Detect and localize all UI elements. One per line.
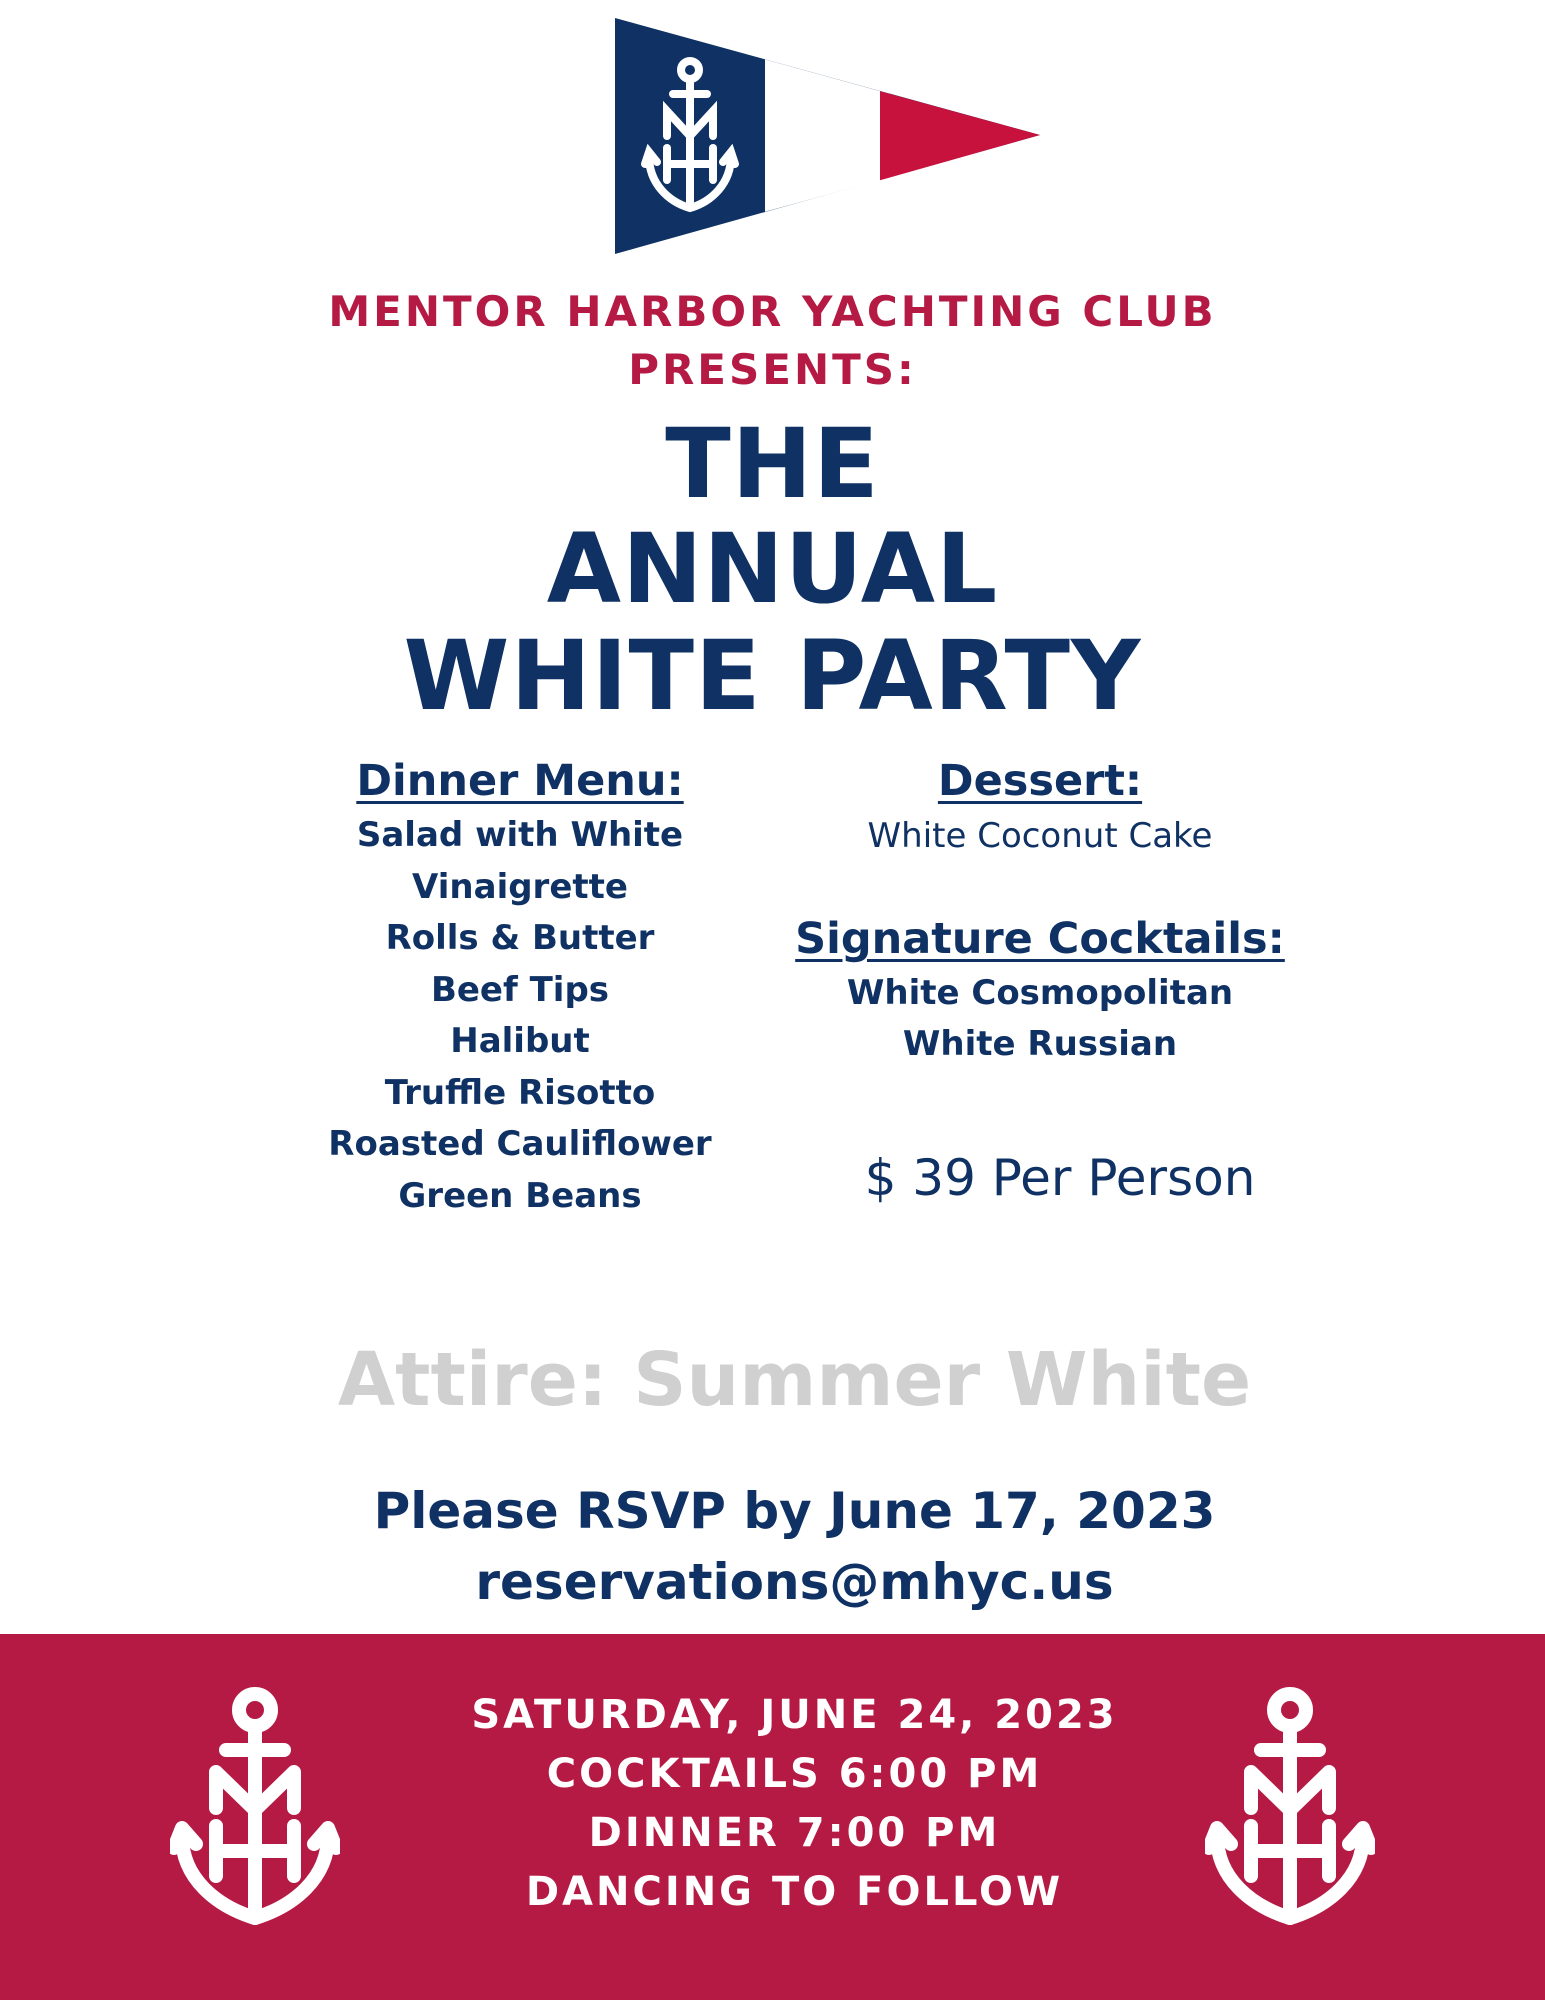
dinner-menu-list xyxy=(300,810,740,1222)
cocktail-item: White Cosmopolitan xyxy=(846,973,1234,1013)
dancing-note: DANCING TO FOLLOW xyxy=(525,1869,1064,1915)
event-title-line-3: WHITE PARTY xyxy=(403,620,1142,732)
cocktails-time: COCKTAILS 6:00 PM xyxy=(546,1751,1043,1797)
club-burgee-logo xyxy=(615,18,1040,254)
menu-item: Roasted Cauliflower xyxy=(328,1124,712,1164)
event-title-line-1: THE xyxy=(665,408,880,520)
event-date: SATURDAY, JUNE 24, 2023 xyxy=(471,1692,1118,1738)
dessert-item: White Coconut Cake xyxy=(867,816,1213,856)
attire-note: Attire: Summer White xyxy=(337,1337,1252,1423)
menu-item: Green Beans xyxy=(398,1175,642,1216)
rsvp-email-link[interactable]: reservations@mhyc.us xyxy=(475,1553,1114,1611)
menu-item: Truffle Risotto xyxy=(384,1072,656,1113)
price-per-person: $ 39 Per Person xyxy=(864,1149,1256,1207)
presents-line-2: PRESENTS: xyxy=(628,345,917,394)
cocktail-item: White Russian xyxy=(902,1024,1178,1064)
rsvp-deadline: Please RSVP by June 17, 2023 xyxy=(373,1482,1216,1540)
menu-item: Vinaigrette xyxy=(412,866,628,907)
anchor-icon xyxy=(1205,1686,1375,1926)
presents-line-1: MENTOR HARBOR YACHTING CLUB xyxy=(328,287,1217,336)
menu-item: Halibut xyxy=(450,1021,590,1061)
menu-item: Salad with White xyxy=(356,815,684,855)
dessert-heading: Dessert: xyxy=(937,756,1143,806)
menu-item: Beef Tips xyxy=(430,969,610,1010)
event-details-footer xyxy=(0,1634,1545,2000)
event-title-line-2: ANNUAL xyxy=(546,513,999,625)
cocktails-heading: Signature Cocktails: xyxy=(795,914,1285,964)
burgee-red-stripe xyxy=(880,91,1040,180)
dinner-menu-heading: Dinner Menu: xyxy=(356,756,684,806)
cocktails-list xyxy=(780,968,1300,1070)
menu-item: Rolls & Butter xyxy=(385,918,655,958)
dinner-menu-section xyxy=(300,752,740,1222)
dinner-time: DINNER 7:00 PM xyxy=(588,1810,1001,1856)
burgee-white-stripe xyxy=(765,59,880,211)
dessert-cocktails-section xyxy=(780,752,1300,1070)
